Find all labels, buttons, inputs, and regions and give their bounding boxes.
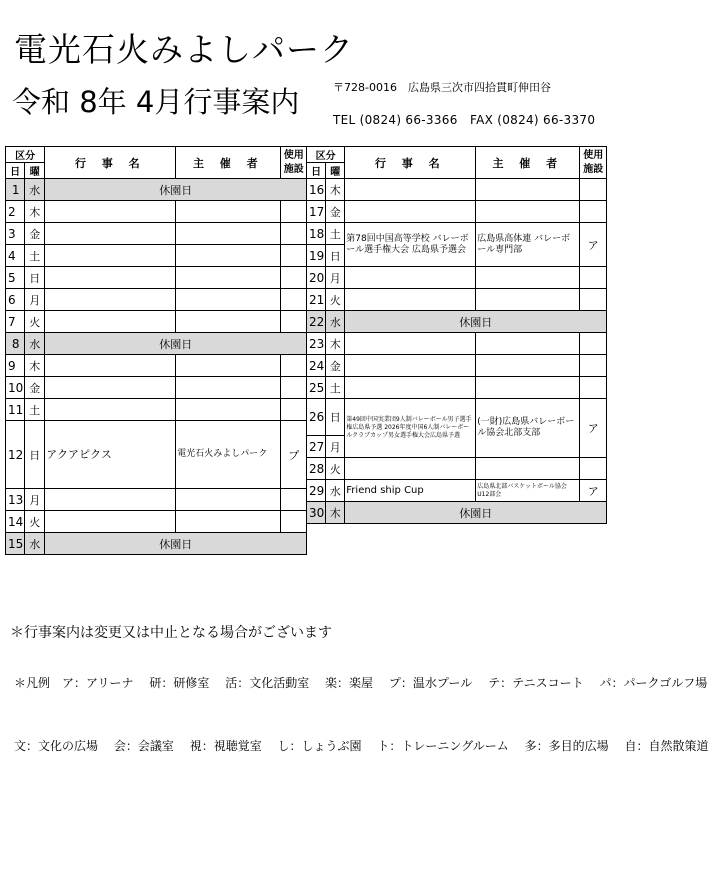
weekday: 火 <box>25 511 45 533</box>
closed-day: 休園日 <box>45 333 307 355</box>
weekday: 月 <box>25 289 45 311</box>
weekday: 日 <box>25 267 45 289</box>
legend-item: 活：文化活動室 <box>225 676 310 690</box>
day-number: 2 <box>6 201 25 223</box>
organizer: (一財)広島県バレーボール協会北部支部 <box>476 399 580 458</box>
header-kubun: 区分 <box>307 147 345 163</box>
facility-code: ア <box>580 223 607 267</box>
weekday: 月 <box>326 267 345 289</box>
day-number: 10 <box>6 377 25 399</box>
weekday: 水 <box>326 480 345 502</box>
header-weekday: 曜 <box>25 163 45 179</box>
header-organizer: 主 催 者 <box>176 147 281 179</box>
header-event: 行 事 名 <box>345 147 476 179</box>
weekday: 土 <box>25 399 45 421</box>
weekday: 土 <box>326 377 345 399</box>
closed-day: 休園日 <box>45 533 307 555</box>
header-weekday: 曜 <box>326 163 345 179</box>
day-number: 9 <box>6 355 25 377</box>
day-number: 4 <box>6 245 25 267</box>
legend-item: 自：自然散策道 <box>624 739 709 753</box>
event-name: 第78回中国高等学校 バレーボール選手権大会 広島県予選会 <box>345 223 476 267</box>
facility-code: ア <box>580 480 607 502</box>
day-number: 6 <box>6 289 25 311</box>
page-title: 電光石火みよしパーク <box>14 30 354 69</box>
weekday: 木 <box>326 502 345 524</box>
legend-item: 会：会議室 <box>113 739 174 753</box>
month-subtitle: 令和 8年 4月行事案内 <box>12 85 300 119</box>
weekday: 水 <box>25 333 45 355</box>
header-day: 日 <box>307 163 326 179</box>
day-number: 5 <box>6 267 25 289</box>
day-number: 17 <box>307 201 326 223</box>
header-event: 行 事 名 <box>45 147 176 179</box>
day-number: 22 <box>307 311 326 333</box>
legend-item: 文：文化の広場 <box>14 739 99 753</box>
day-number: 14 <box>6 511 25 533</box>
contact-info: TEL (0824) 66-3366 FAX (0824) 66-3370 <box>333 113 596 127</box>
day-number: 3 <box>6 223 25 245</box>
day-number: 7 <box>6 311 25 333</box>
address: 〒728-0016 広島県三次市四拾貫町伸田谷 <box>333 81 551 94</box>
weekday: 金 <box>25 223 45 245</box>
day-number: 18 <box>307 223 326 245</box>
facility-code: ア <box>580 399 607 458</box>
day-number: 23 <box>307 333 326 355</box>
weekday: 土 <box>326 223 345 245</box>
day-number: 29 <box>307 480 326 502</box>
weekday: 日 <box>326 245 345 267</box>
closed-day: 休園日 <box>345 502 607 524</box>
weekday: 月 <box>326 436 345 458</box>
weekday: 金 <box>326 201 345 223</box>
legend-item: パ：パークゴルフ場 <box>599 676 708 690</box>
legend-item: 楽：楽屋 <box>325 676 374 690</box>
schedule-table-left <box>5 146 307 555</box>
day-number: 15 <box>6 533 25 555</box>
header-facility: 使用施設 <box>580 147 607 179</box>
weekday: 日 <box>25 421 45 489</box>
legend-item: し：しょうぶ園 <box>277 739 362 753</box>
legend-row-1 <box>14 674 719 691</box>
event-name: アクアピクス <box>45 421 176 489</box>
day-number: 25 <box>307 377 326 399</box>
weekday: 火 <box>326 289 345 311</box>
legend-item: ト：トレーニングルーム <box>377 739 509 753</box>
day-number: 28 <box>307 458 326 480</box>
weekday: 木 <box>25 201 45 223</box>
weekday: 水 <box>326 311 345 333</box>
day-number: 1 <box>6 179 25 201</box>
weekday: 火 <box>25 311 45 333</box>
weekday: 木 <box>326 179 345 201</box>
organizer: 電光石火みよしパーク <box>176 421 281 489</box>
day-number: 26 <box>307 399 326 436</box>
legend-item: 視：視聴覚室 <box>189 739 262 753</box>
schedule-table-right <box>306 146 607 524</box>
legend-row-2 <box>14 737 720 754</box>
event-name: Friend ship Cup <box>345 480 476 502</box>
legend-item: 研：研修室 <box>149 676 210 690</box>
legend-item: ＊凡例 ア：アリーナ <box>14 676 134 690</box>
weekday: 木 <box>25 355 45 377</box>
legend-item: テ：テニスコート <box>488 676 584 690</box>
weekday: 日 <box>326 399 345 436</box>
header-facility: 使用施設 <box>281 147 307 179</box>
day-number: 13 <box>6 489 25 511</box>
day-number: 24 <box>307 355 326 377</box>
weekday: 水 <box>25 533 45 555</box>
day-number: 19 <box>307 245 326 267</box>
day-number: 20 <box>307 267 326 289</box>
weekday: 土 <box>25 245 45 267</box>
weekday: 火 <box>326 458 345 480</box>
weekday: 金 <box>25 377 45 399</box>
legend-item: 多：多目的広場 <box>524 739 609 753</box>
closed-day: 休園日 <box>345 311 607 333</box>
header-organizer: 主 催 者 <box>476 147 580 179</box>
legend-item: プ：温水プール <box>388 676 473 690</box>
day-number: 16 <box>307 179 326 201</box>
weekday: 水 <box>25 179 45 201</box>
weekday: 木 <box>326 333 345 355</box>
header-day: 日 <box>6 163 25 179</box>
weekday: 金 <box>326 355 345 377</box>
event-name: 第49回中国実業団9人制バレーボール男子選手権広島県予選 2026年度中国6人制バレーボールクラブカップ男女選手権大会広島県予選 <box>345 399 476 458</box>
day-number: 12 <box>6 421 25 489</box>
change-notice: ＊行事案内は変更又は中止となる場合がございます <box>10 625 332 641</box>
day-number: 21 <box>307 289 326 311</box>
organizer: 広島県北部バスケットボール協会 U12部会 <box>476 480 580 502</box>
day-number: 30 <box>307 502 326 524</box>
header-kubun: 区分 <box>6 147 45 163</box>
weekday: 月 <box>25 489 45 511</box>
day-number: 8 <box>6 333 25 355</box>
organizer: 広島県高体連 バレーボール専門部 <box>476 223 580 267</box>
closed-day: 休園日 <box>45 179 307 201</box>
day-number: 11 <box>6 399 25 421</box>
facility-code: プ <box>281 421 307 489</box>
day-number: 27 <box>307 436 326 458</box>
